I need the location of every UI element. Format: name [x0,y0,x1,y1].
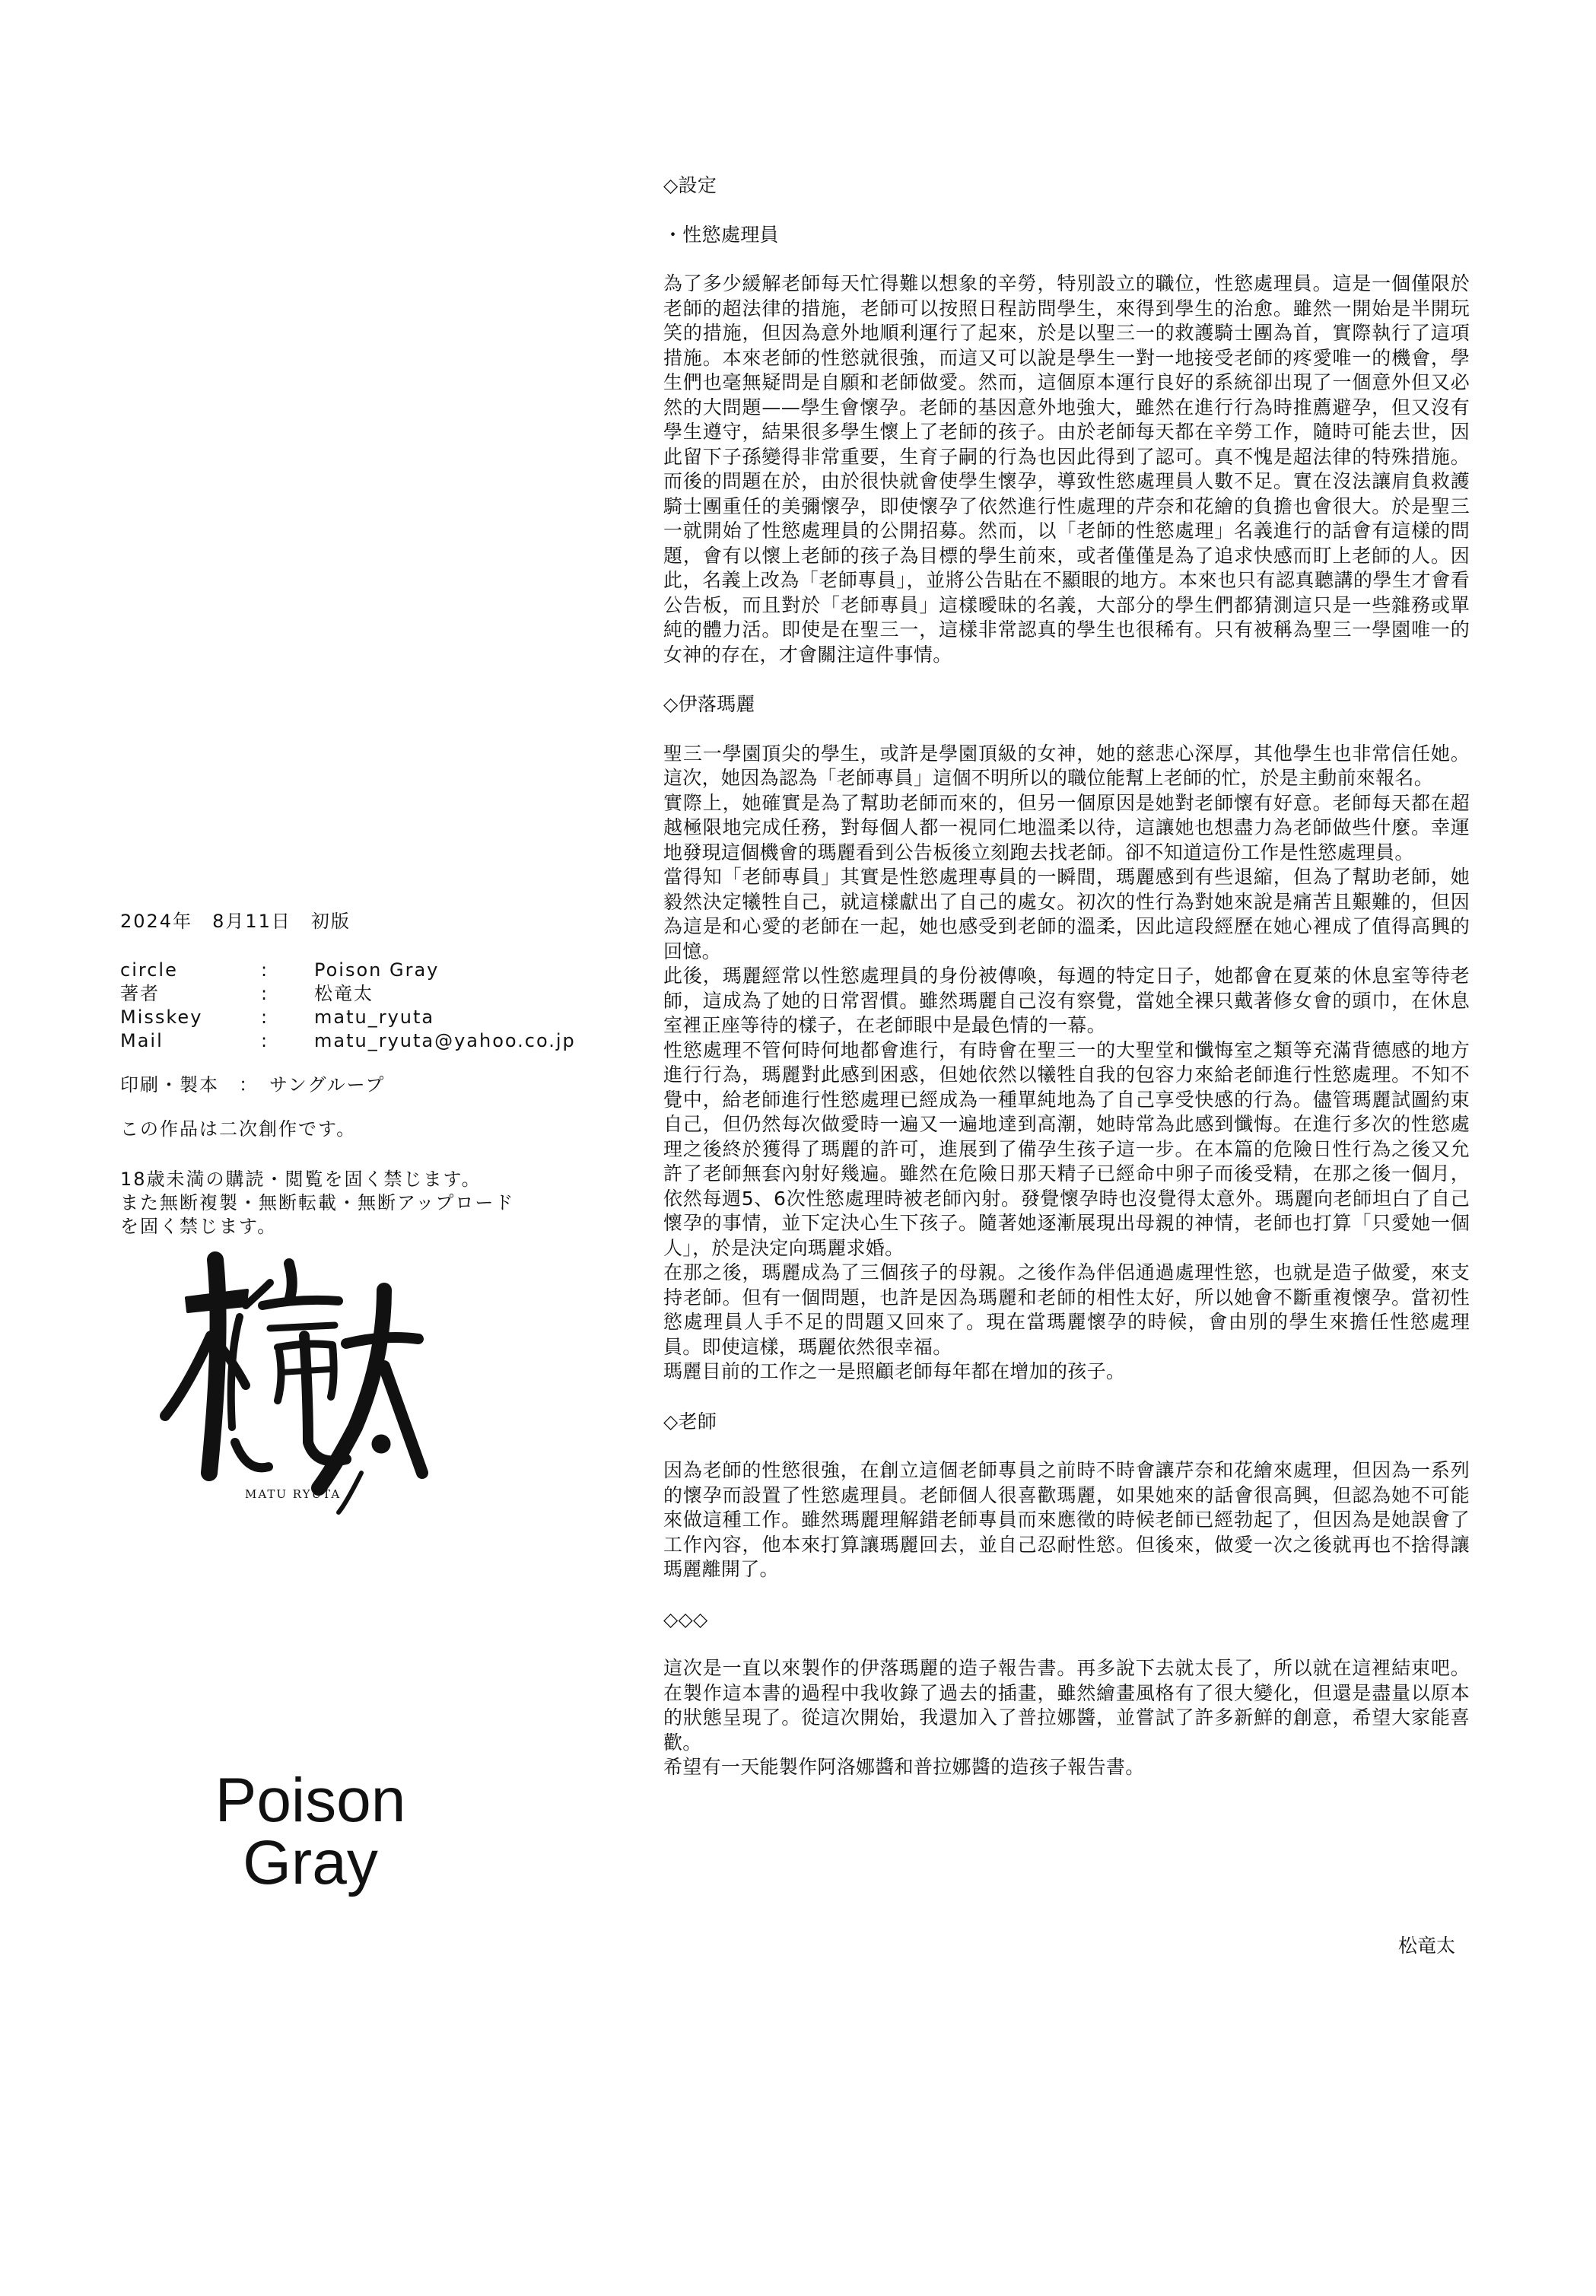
section-teacher [663,1410,1470,1582]
author-signature: 松竜太 [1398,1935,1456,1957]
copyright-notice-line2: を固く禁じます。 [120,1216,278,1237]
row-value: matu_ryuta@yahoo.co.jp [314,1030,576,1051]
paragraph: 為了多少緩解老師每天忙得難以想象的辛勞，特別設立的職位，性慾處理員。這是一個僅限於老師的超法律的措施，老師可以按照日程訪問學生，來得到學生的治愈。雖然一開始是半開玩笑的措施，但因為意外地順利運行了起來，於是以聖三一的救護騎士團為首，實際執行了這項措施。本來老師的性慾就很強，而這又可以說是學生一對一地接受老師的疼愛唯一的機會，學生們也毫無疑問是自願和老師做愛。然而，這個原本運行良好的系統卻出現了一個意外但又必然的大問題——學生會懷孕。老師的基因意外地強大，雖然在進行行為時推薦避孕，但又沒有學生遵守，結果很多學生懷上了老師的孩子。由於老師每天都在辛勞工作，隨時可能去世，因此留下子孫變得非常重要，生育子嗣的行為也因此得到了認可。真不愧是超法律的特殊措施。而後的問題在於，由於很快就會使學生懷孕，導致性慾處理員人數不足。實在沒法讓肩負救護騎士團重任的美彌懷孕，即使懷孕了依然進行性處理的芹奈和花繪的負擔也會很大。於是聖三一就開始了性慾處理員的公開招募。然而，以「老師的性慾處理」名義進行的話會有這樣的問題，會有以懷上老師的孩子為目標的學生前來，或者僅僅是為了追求快感而盯上老師的人。因此，名義上改為「老師專員」，並將公告貼在不顯眼的地方。本來也只有認真聽講的學生才會看公告板，而且對於「老師專員」這樣曖昧的名義，大部分的學生們都猜測這只是一些雜務或單純的體力活。即使是在聖三一，這樣非常認真的學生也很稀有。只有被稱為聖三一學園唯一的女神的存在，才會關注這件事情。 [663,272,1470,666]
printing-line: 印刷・製本 ： サングループ [120,1074,386,1096]
row-separator: : [261,959,269,981]
row-separator: : [261,1006,269,1028]
section-settings [663,173,1470,667]
row-value: 松竜太 [314,983,374,1004]
row-key: 著者 [120,983,160,1004]
row-value: matu_ryuta [314,1006,435,1028]
colophon [120,910,607,1239]
afterword-column [663,173,1470,1805]
logo-caption: MATU RYUTA [245,1487,342,1501]
section-heading: ◇伊落瑪麗 [663,693,755,715]
brand-wordmark [181,1766,440,1897]
paragraph: 這次是一直以來製作的伊落瑪麗的造子報告書。再多說下去就太長了，所以就在這裡結束吧。在製作這本書的過程中我收錄了過去的插畫，雖然繪畫風格有了很大變化，但還是盡量以原本的狀態呈現了。從這次開始，我還加入了普拉娜醬，並嘗試了許多新鮮的創意，希望大家能喜歡。 [663,1657,1470,1754]
age-restriction-notice: 18歳未満の購読・閲覧を固く禁じます。 [120,1169,482,1190]
row-key: Misskey [120,1006,203,1028]
section-subheading: ・性慾處理員 [663,223,779,246]
copyright-notice-line1: また無断複製・無断転載・無断アップロード [120,1192,515,1213]
paragraph: 在那之後，瑪麗成為了三個孩子的母親。之後作為伴侶通過處理性慾，也就是造子做愛，來支持老師。但有一個問題，也許是因為瑪麗和老師的相性太好，所以她會不斷重複懷孕。當初性慾處理員人手不足的問題又回來了。現在當瑪麗懷孕的時候，會由別的學生來擔任性慾處理員。即使這樣，瑪麗依然很幸福。 [663,1261,1470,1358]
paragraph: 性慾處理不管何時何地都會進行，有時會在聖三一的大聖堂和懺悔室之類等充滿背德感的地方進行行為，瑪麗對此感到困惑，但她依然以犧牲自我的包容力來給老師進行性慾處理。不知不覺中，給老師進行性慾處理已經成為一種單純地為了自己享受快感的行為。儘管瑪麗試圖約束自己，但仍然每次做愛時一遍又一遍地達到高潮，她時常為此感到懺悔。在進行多次的性慾處理之後終於獲得了瑪麗的許可，進展到了備孕生孩子這一步。在本篇的危險日性行為之後又允許了老師無套內射好幾遍。雖然在危險日那天精子已經命中卵子而後受精，在那之後一個月，依然每週5、6次性慾處理時被老師內射。發覺懷孕時也沒覺得太意外。瑪麗向老師坦白了自己懷孕的事情，並下定決心生下孩子。隨著她逐漸展現出母親的神情，老師也打算「只愛她一個人」，於是決定向瑪麗求婚。 [663,1038,1470,1259]
edition-line: 2024年 8月11日 初版 [120,911,351,932]
row-value: Poison Gray [314,959,440,981]
section-heading: ◇老師 [663,1410,717,1433]
row-separator: : [261,1030,269,1051]
paragraph: 因為老師的性慾很強，在創立這個老師專員之前時不時會讓芹奈和花繪來處理，但因為一系列的懷孕而設置了性慾處理員。老師個人很喜歡瑪麗，如果她來的話會很高興，但認為她不可能來做這種工作。雖然瑪麗理解錯老師專員而來應徵的時候老師已經勃起了，但因為是她誤會了工作內容，他本來打算讓瑪麗回去，並自己忍耐性慾。但後來，做愛一次之後就再也不捨得讓瑪麗離開了。 [663,1459,1470,1580]
section-heading: ◇設定 [663,174,717,196]
colophon-row-misskey [120,1006,607,1029]
calligraphy-logo-icon [156,1245,430,1518]
paragraph: 實際上，她確實是為了幫助老師而來的，但另一個原因是她對老師懷有好意。老師每天都在超越極限地完成任務，對每個人都一視同仁地溫柔以待，這讓她也想盡力為老師做些什麼。幸運地發現這個機會的瑪麗看到公告板後立刻跑去找老師。卻不知道這份工作是性慾處理員。 [663,791,1470,863]
paragraph: 此後，瑪麗經常以性慾處理員的身份被傳喚，每週的特定日子，她都會在夏萊的休息室等待老師，這成為了她的日常習慣。雖然瑪麗自己沒有察覺，當她全裸只戴著修女會的頭巾，在休息室裡正座等待的樣子，在老師眼中是最色情的一幕。 [663,965,1470,1036]
brand-line-2: Gray [243,1828,378,1897]
colophon-row-circle [120,959,607,982]
paragraph: 當得知「老師專員」其實是性慾處理專員的一瞬間，瑪麗感到有些退縮，但為了幫助老師，她毅然決定犧牲自己，就這樣獻出了自己的處女。初次的性行為對她來說是痛苦且艱難的，但因為這是和心愛的老師在一起，她也感受到老師的溫柔，因此這段經歷在她心裡成了值得高興的回憶。 [663,866,1470,962]
paragraph: 瑪麗目前的工作之一是照顧老師每年都在增加的孩子。 [663,1360,1126,1382]
section-mari [663,692,1470,1385]
colophon-row-author [120,982,607,1006]
section-afterword [663,1608,1470,1780]
row-key: circle [120,959,178,981]
paragraph: 希望有一天能製作阿洛娜醬和普拉娜醬的造孩子報告書。 [663,1756,1145,1778]
section-heading: ◇◇◇ [663,1608,708,1630]
paragraph: 聖三一學園頂尖的學生，或許是學園頂級的女神，她的慈悲心深厚，其他學生也非常信任她。這次，她因為認為「老師專員」這個不明所以的職位能幫上老師的忙，於是主動前來報名。 [663,742,1470,789]
derivative-notice: この作品は二次創作です。 [120,1118,357,1140]
row-separator: : [261,983,269,1004]
colophon-row-mail [120,1029,607,1053]
brand-line-1: Poison [215,1766,406,1835]
row-key: Mail [120,1030,164,1051]
